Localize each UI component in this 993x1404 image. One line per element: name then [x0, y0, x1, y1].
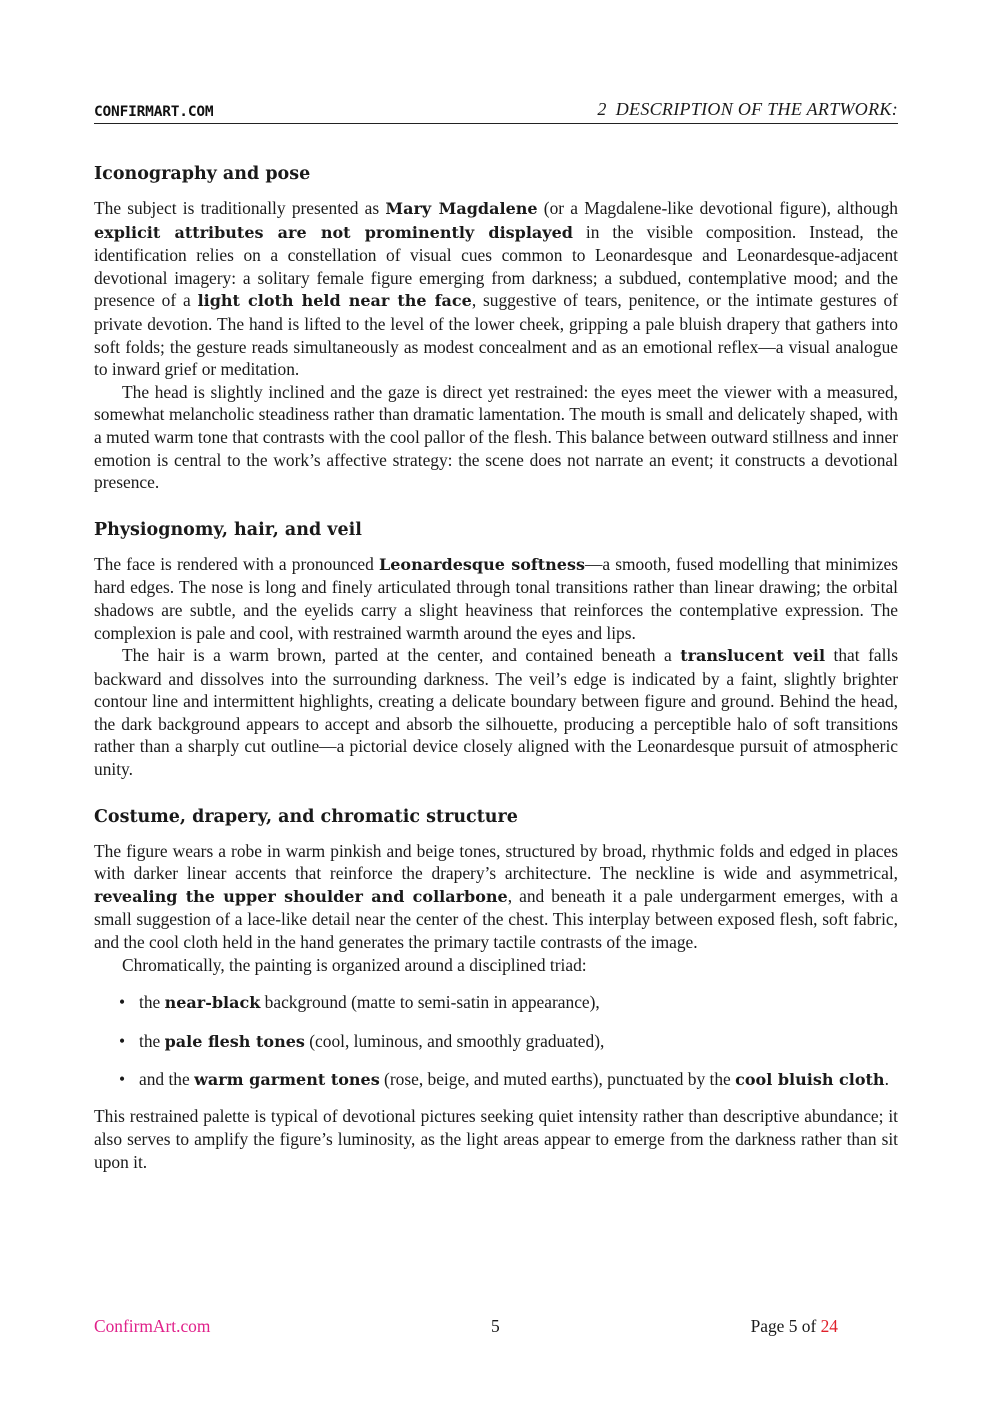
page-body: [94, 96, 898, 1173]
paragraph: The hair is a warm brown, parted at the center, and contained beneath a translucent veil that falls backward and dissolves into the surrounding darkness. The veil’s edge is indicated by a faint, slightly brighter contour line and intermittent highlights, creating a delicate boundary between figure and ground. Behind the head, the dark background appears to accept and absorb the silhouette, producing a perceptible halo of soft transitions rather than a sharply cut outline—a pictorial device closely aligned with the Leonardesque pursuit of atmospheric unity.: [94, 645, 899, 780]
paragraph: The face is rendered with a pronounced Leonardesque softness—a smooth, fused modelling that minimizes hard edges. The nose is long and finely articulated through tonal transitions rather than linear drawing; the orbital shadows are subtle, and the eyelids carry a slight heaviness that reinforces the contemplative expression. The complexion is pale and cool, with restrained warmth around the eyes and lips.: [94, 553, 898, 643]
section-number: 2: [597, 99, 607, 119]
paragraph: The figure wears a robe in warm pinkish and beige tones, structured by broad, rhythmic folds and edged in places with darker linear accents that reinforce the drapery’s architecture. The neckline is wide and asymmetrical, revealing the upper shoulder and collarbone, and beneath it a pale undergarment emerges, with a small suggestion of a lace-like detail near the center of the chest. This interplay between exposed flesh, soft fabric, and the cool cloth held in the hand generates the primary tactile contrasts of the image.: [94, 840, 899, 953]
list-item: • the near-black background (matte to semi-satin in appearance),: [139, 991, 898, 1015]
page-footer: [94, 1316, 838, 1338]
section-heading-physiognomy: Physiognomy, hair, and veil: [94, 519, 362, 540]
site-logo[interactable]: CONFIRMART.COM: [94, 104, 214, 120]
section-heading-costume: Costume, drapery, and chromatic structure: [94, 806, 518, 827]
footer-site-link[interactable]: ConfirmArt.com: [94, 1316, 211, 1336]
section-title: DESCRIPTION OF THE ARTWORK:: [615, 99, 898, 119]
footer-page-count: Page 5 of 24: [750, 1316, 838, 1336]
section-heading-iconography: Iconography and pose: [94, 164, 311, 184]
paragraph: This restrained palette is typical of devotional pictures seeking quiet intensity rather than descriptive abundance; it also serves to amplify the figure’s luminosity, as the light areas appear to emerge from the darkness rather than sit upon it.: [94, 1106, 898, 1172]
footer-page-number: 5: [491, 1316, 500, 1336]
running-header: [94, 96, 898, 124]
running-title: [597, 99, 898, 120]
paragraph: The subject is traditionally presented as Mary Magdalene (or a Magdalene-like devotional figure), although explicit attributes are not prominently displayed in the visible composition. Instead, the identification relies on a constellation of visual cues common to Leonardesque and Leonardesque-adjacent devotional imagery: a solitary female figure emerging from darkness; a subdued, contemplative mood; and the presence of a light cloth held near the face, suggestive of tears, penitence, or the intimate gestures of private devotion. The hand is lifted to the level of the lower cheek, gripping a pale bluish drapery that gathers into soft folds; the gesture reads simultaneously as modest concealment and as an emotional reflex—a visual analogue to inward grief or meditation.: [94, 198, 899, 380]
paragraph: The head is slightly inclined and the gaze is direct yet restrained: the eyes meet the viewer with a measured, somewhat melancholic steadiness rather than dramatic lamentation. The mouth is small and delicately shaped, with a muted warm tone that contrasts with the cool pallor of the flesh. This balance between outward stillness and inner emotion is central to the work’s affective strategy: the scene does not narrate an event; it constructs a devotional presence.: [94, 381, 898, 493]
list-item: • the pale flesh tones (cool, luminous, and smoothly graduated),: [139, 1030, 898, 1054]
list-item: • and the warm garment tones (rose, beige, and muted earths), punctuated by the cool bluish cloth.: [139, 1068, 898, 1092]
footer-total-link[interactable]: 24: [820, 1316, 838, 1336]
paragraph: Chromatically, the painting is organized around a disciplined triad:: [122, 954, 587, 975]
palette-list: [94, 991, 898, 1091]
